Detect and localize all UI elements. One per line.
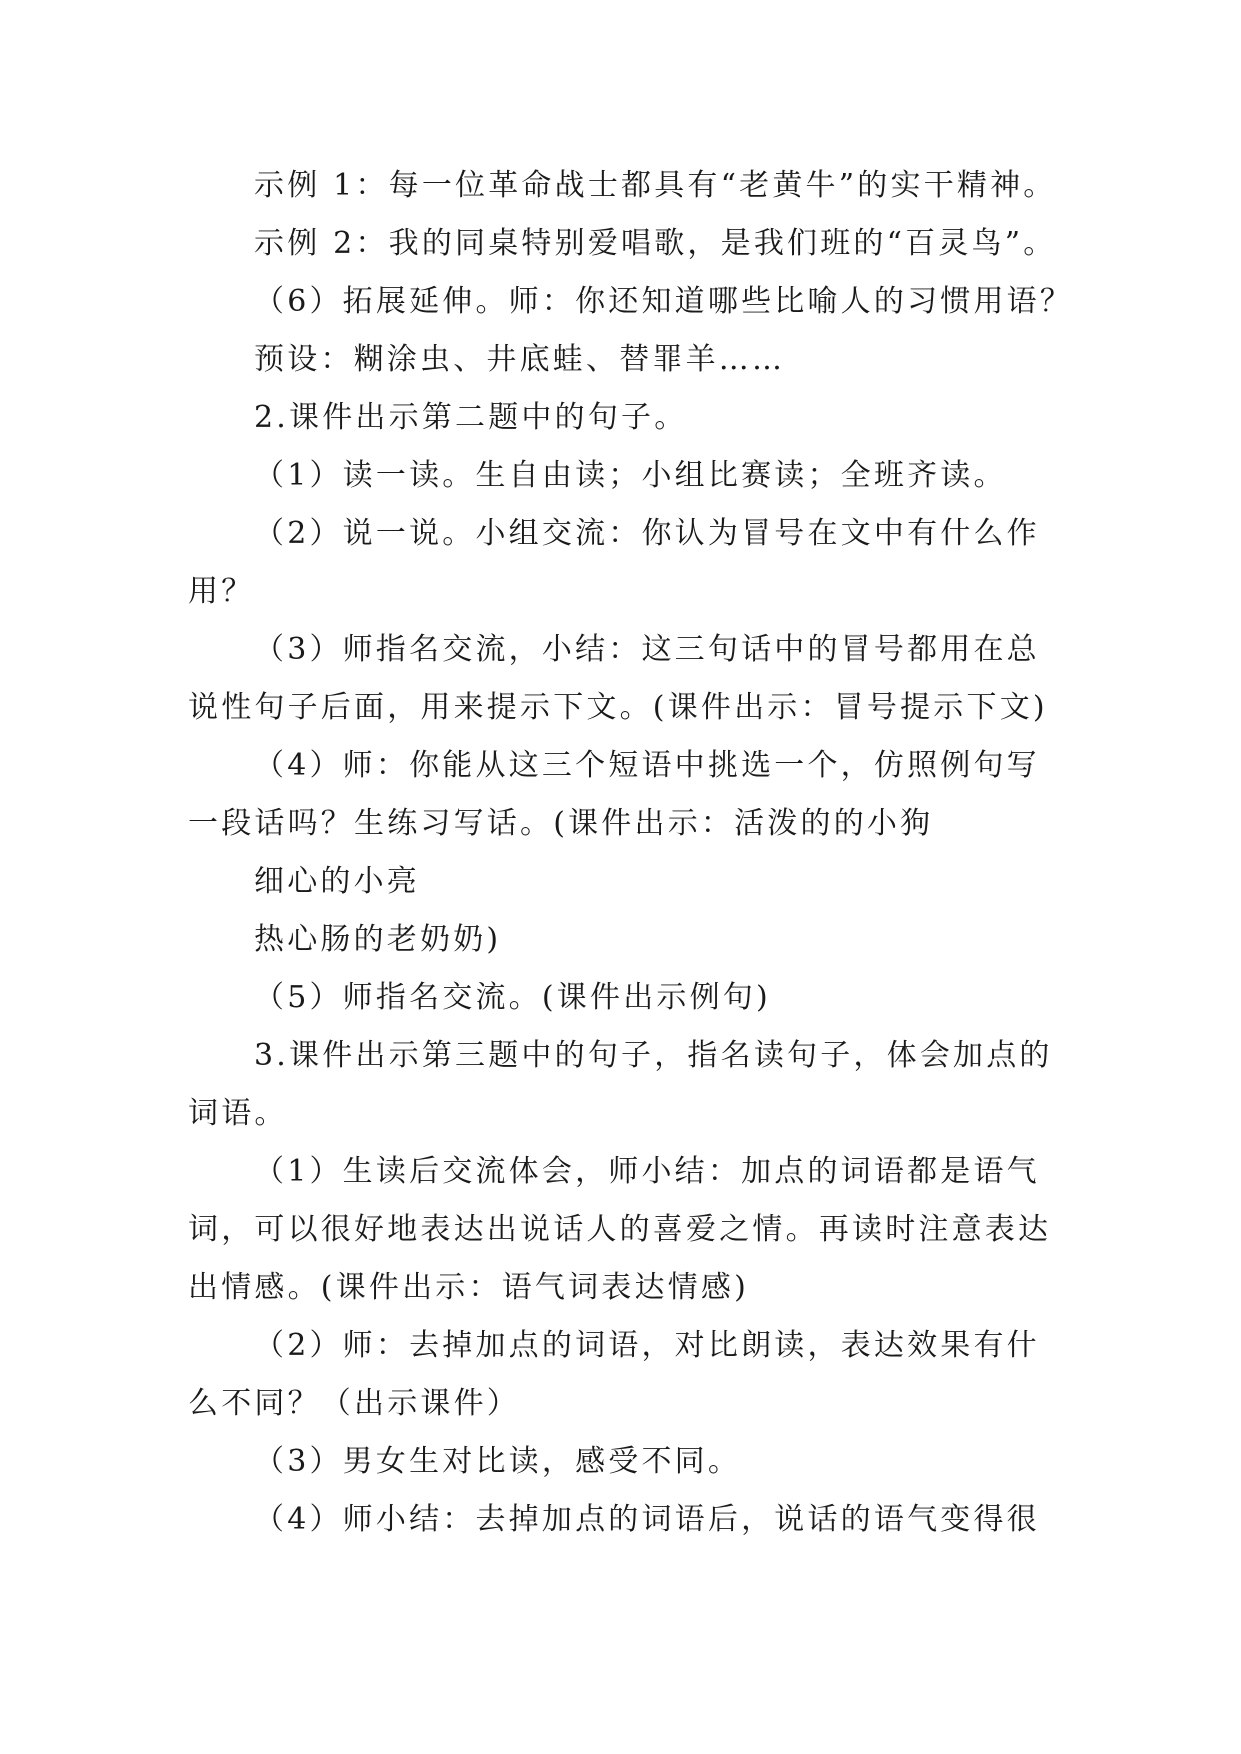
paragraph-line: 说性句子后面，用来提示下文。(课件出示：冒号提示下文) bbox=[188, 690, 1048, 725]
paragraph-line: 细心的小亮 bbox=[254, 864, 420, 899]
paragraph-line: 么不同？（出示课件） bbox=[188, 1386, 520, 1421]
paragraph-line: （1）生读后交流体会，师小结：加点的词语都是语气 bbox=[254, 1154, 1040, 1189]
paragraph-line: （2）说一说。小组交流：你认为冒号在文中有什么作 bbox=[254, 516, 1040, 551]
section-heading: 3.课件出示第三题中的句子，指名读句子，体会加点的 bbox=[254, 1038, 1053, 1073]
paragraph-line: （4）师小结：去掉加点的词语后，说话的语气变得很 bbox=[254, 1502, 1040, 1537]
paragraph-line: 词，可以很好地表达出说话人的喜爱之情。再读时注意表达 bbox=[188, 1212, 1052, 1247]
paragraph-line: 预设：糊涂虫、井底蛙、替罪羊…… bbox=[254, 342, 786, 377]
paragraph-line: 一段话吗？生练习写话。(课件出示：活泼的的小狗 bbox=[188, 806, 934, 841]
paragraph-line: 出情感。(课件出示：语气词表达情感) bbox=[188, 1270, 750, 1305]
paragraph-line: （3）男女生对比读，感受不同。 bbox=[254, 1444, 742, 1479]
example-line-1: 示例 1：每一位革命战士都具有“老黄牛”的实干精神。 bbox=[254, 168, 1057, 203]
paragraph-line: （6）拓展延伸。师：你还知道哪些比喻人的习惯用语？ bbox=[254, 284, 1074, 319]
example-line-2: 示例 2：我的同桌特别爱唱歌，是我们班的“百灵鸟”。 bbox=[254, 226, 1057, 261]
section-heading: 2.课件出示第二题中的句子。 bbox=[254, 400, 688, 435]
paragraph-line: 热心肠的老奶奶) bbox=[254, 922, 502, 957]
paragraph-line: 用？ bbox=[188, 574, 255, 609]
paragraph-line: （4）师：你能从这三个短语中挑选一个，仿照例句写 bbox=[254, 748, 1040, 783]
paragraph-line: 词语。 bbox=[188, 1096, 288, 1131]
paragraph-line: （3）师指名交流，小结：这三句话中的冒号都用在总 bbox=[254, 632, 1040, 667]
paragraph-line: （5）师指名交流。(课件出示例句) bbox=[254, 980, 771, 1015]
paragraph-line: （2）师：去掉加点的词语，对比朗读，表达效果有什 bbox=[254, 1328, 1040, 1363]
paragraph-line: （1）读一读。生自由读；小组比赛读；全班齐读。 bbox=[254, 458, 1007, 493]
